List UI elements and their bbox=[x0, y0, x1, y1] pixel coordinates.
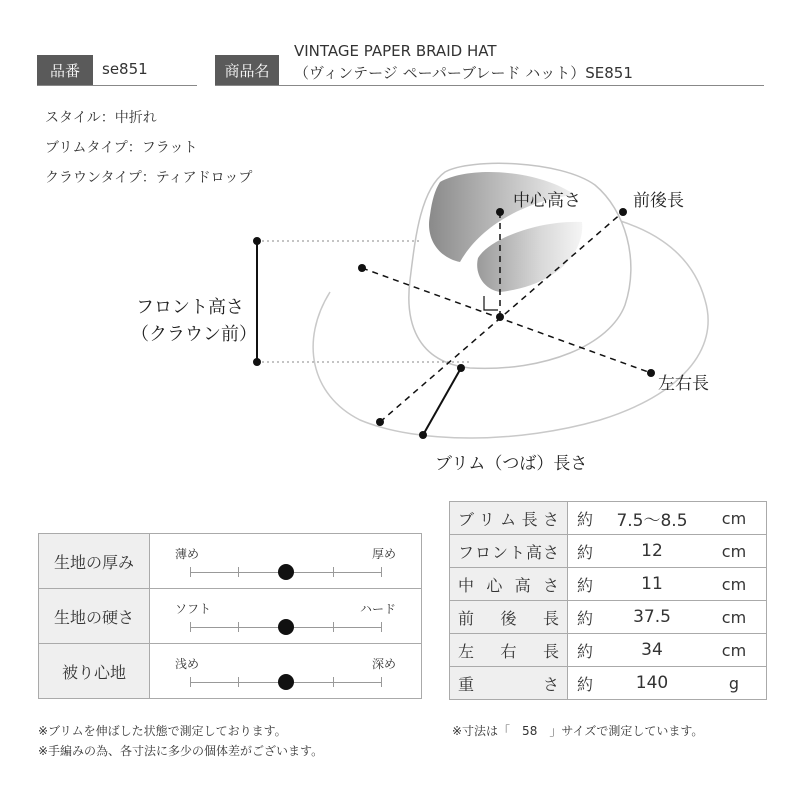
scale-left-label: ソフト bbox=[175, 602, 212, 616]
scale-right-label: 深め bbox=[371, 657, 396, 671]
label-front-height-2: （クラウン前） bbox=[131, 324, 257, 345]
size-table bbox=[449, 501, 767, 700]
size-value: 37.5 bbox=[602, 601, 702, 634]
note-size: ※寸法は「 58 」サイズで測定しています。 bbox=[452, 724, 704, 738]
size-name: 中心高さ bbox=[450, 568, 568, 601]
table-row bbox=[450, 601, 767, 634]
scale-marker bbox=[278, 674, 294, 690]
table-row bbox=[450, 535, 767, 568]
size-unit: cm bbox=[702, 634, 767, 667]
feel-name: 生地の厚み bbox=[39, 534, 150, 589]
size-approx: 約 bbox=[568, 568, 603, 601]
attr-brim-type: ブリムタイプ：フラット bbox=[45, 140, 198, 156]
scale-right-label: 厚め bbox=[371, 547, 396, 561]
size-unit: cm bbox=[702, 568, 767, 601]
size-unit: cm bbox=[702, 502, 767, 535]
product-name-line1: VINTAGE PAPER BRAID HAT bbox=[294, 42, 497, 60]
label-front-height-1: フロント高さ bbox=[136, 297, 244, 318]
scale-left-label: 浅め bbox=[175, 657, 200, 671]
product-name-line2: （ヴィンテージ ペーパーブレード ハット）SE851 bbox=[294, 64, 633, 82]
size-value: 11 bbox=[602, 568, 702, 601]
label-left-right: 左右長 bbox=[658, 374, 709, 394]
table-row bbox=[450, 568, 767, 601]
scale-track bbox=[190, 682, 381, 683]
size-unit: cm bbox=[702, 535, 767, 568]
table-row bbox=[450, 667, 767, 700]
size-value: 12 bbox=[602, 535, 702, 568]
scale-track bbox=[190, 627, 381, 628]
table-row bbox=[39, 644, 422, 699]
size-name: ブリム長さ bbox=[450, 502, 568, 535]
size-value: 140 bbox=[602, 667, 702, 700]
table-row bbox=[39, 534, 422, 589]
size-approx: 約 bbox=[568, 535, 603, 568]
table-row bbox=[450, 502, 767, 535]
label-center-height: 中心高さ bbox=[513, 191, 581, 211]
name-label: 商品名 bbox=[215, 55, 279, 85]
scale-marker bbox=[278, 619, 294, 635]
size-unit: cm bbox=[702, 601, 767, 634]
fabric-feel-table bbox=[38, 533, 422, 699]
attr-style: スタイル：中折れ bbox=[45, 110, 157, 126]
size-name: 左右長 bbox=[450, 634, 568, 667]
note-handmade: ※手編みの為、各寸法に多少の個体差がございます。 bbox=[38, 744, 324, 758]
size-approx: 約 bbox=[568, 502, 603, 535]
size-approx: 約 bbox=[568, 634, 603, 667]
code-value: se851 bbox=[102, 60, 148, 78]
size-approx: 約 bbox=[568, 601, 603, 634]
scale-left-label: 薄め bbox=[175, 547, 200, 561]
table-row bbox=[450, 634, 767, 667]
size-approx: 約 bbox=[568, 667, 603, 700]
table-row bbox=[39, 589, 422, 644]
label-brim-length: ブリム（つば）長さ bbox=[435, 454, 588, 474]
size-unit: g bbox=[702, 667, 767, 700]
scale-marker bbox=[278, 564, 294, 580]
feel-name: 生地の硬さ bbox=[39, 589, 150, 644]
scale-track bbox=[190, 572, 381, 573]
size-value: 34 bbox=[602, 634, 702, 667]
note-brim: ※ブリムを伸ばした状態で測定しております。 bbox=[38, 724, 287, 738]
code-label: 品番 bbox=[37, 55, 93, 85]
scale-right-label: ハード bbox=[359, 602, 396, 616]
size-name: フロント高さ bbox=[450, 535, 568, 568]
size-name: 重さ bbox=[450, 667, 568, 700]
size-value: 7.5～8.5 bbox=[602, 502, 702, 535]
label-front-back: 前後長 bbox=[633, 191, 684, 211]
feel-name: 被り心地 bbox=[39, 644, 150, 699]
size-name: 前後長 bbox=[450, 601, 568, 634]
attr-crown-type: クラウンタイプ：ティアドロップ bbox=[45, 170, 253, 186]
